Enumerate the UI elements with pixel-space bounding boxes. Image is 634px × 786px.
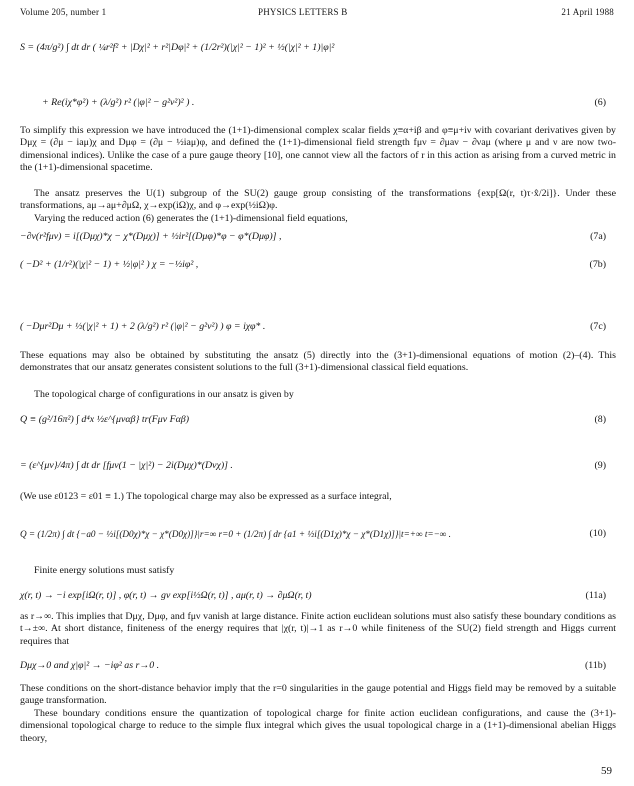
equation-7a: −∂ν(r²fμν) = i[(Dμχ)*χ − χ*(Dμχ)] + ½ir²[(Dμφ)*φ − φ*(Dμφ)] , (20, 231, 282, 242)
issue-date: 21 April 1988 (561, 7, 614, 17)
equation-11a: χ(r, t) → −i exp[iΩ(r, t)] , φ(r, t) → gv exp[i½Ω(r, t)] , aμ(r, t) → ∂μΩ(r, t) (20, 590, 312, 601)
equation-9: = (ε^{μν}/4π) ∫ dt dr [fμν(1 − |χ|²) − 2i(Dμχ)*(Dνχ)] . (20, 460, 233, 471)
equation-number-7b: (7b) (589, 259, 606, 270)
equation-number-11a: (11a) (585, 590, 606, 601)
equation-number-6: (6) (594, 97, 606, 108)
equation-11b: Dμχ→0 and χ|φ|² → −iφ² as r→0 . (20, 660, 160, 671)
paragraph-boundary-large-distance: as r→∞. This implies that Dμχ, Dμφ, and fμν vanish at large distance. Finite action euclidean solutions must also satisfy these boundary conditions as t→±∞. At short distance, finiteness of the energy requires that |χ(r, t)|→1 as r→0 while finiteness of the SU(2) field strength and Higgs current requires that (20, 611, 616, 647)
journal-volume: Volume 205, number 1 (20, 7, 107, 17)
paragraph-simplify: To simplify this expression we have introduced the (1+1)-dimensional complex scalar fields χ≡α+iβ and φ≡μ+iν with covariant derivatives given by Dμχ = (∂μ − iaμ)χ and Dμφ = (∂μ − ½iaμ)φ, and defined the (1+1)-dimensional field strength fμν = ∂μaν − ∂νaμ (where μ and ν are now two-dimensional indices). Unlike the case of a pure gauge theory [10], one cannot view all the factors of r in this action as arising from a curved metric in the (1+1)-dimensional spacetime. (20, 125, 616, 174)
equation-number-7a: (7a) (590, 231, 606, 242)
equation-7c: ( −Dμr²Dμ + ½(|χ|² + 1) + 2 (λ/g²) r² (|φ|² − g²v²) ) φ = iχφ* . (20, 321, 266, 332)
paragraph-varying: Varying the reduced action (6) generates the (1+1)-dimensional field equations, (34, 213, 348, 224)
paragraph-ansatz: The ansatz preserves the U(1) subgroup of the SU(2) gauge group consisting of the transformations {exp[Ω(r, t)τ·x̂/2i]}. Under these transformations, aμ→aμ+∂μΩ, χ→exp(iΩ)χ, and φ→exp(½iΩ)φ. (20, 188, 616, 212)
paragraph-topological-charge: The topological charge of configurations in our ansatz is given by (34, 389, 294, 400)
paragraph-substituting: These equations may also be obtained by substituting the ansatz (5) directly into the (3+1)-dimensional equations of motion (2)–(4). This demonstrates that our ansatz generates consistent solutions to the full (3+1)-dimensional classical field equations. (20, 350, 616, 374)
equation-number-7c: (7c) (590, 321, 606, 332)
equation-number-11b: (11b) (584, 660, 606, 671)
equation-number-8: (8) (594, 414, 606, 425)
equation-6-line-1: S = (4π/g²) ∫ dt dr ( ¼r²f² + |Dχ|² + r²|Dφ|² + (1/2r²)(|χ|² − 1)² + ½(|χ|² + 1)|φ|² (20, 42, 335, 53)
equation-8: Q ≡ (g²/16π²) ∫ d⁴x ½ε^{μναβ} tr(Fμν Fαβ) (20, 414, 190, 425)
paragraph-quantization: These boundary conditions ensure the quantization of topological charge for finite action euclidean configurations, and cause the (3+1)-dimensional topological charge to reduce to the simple flux integral which gives the usual topological charge in a (1+1)-dimensional abelian Higgs theory, (20, 708, 616, 744)
paragraph-surface-integral: (We use ε0123 = ε01 ≡ 1.) The topological charge may also be expressed as a surface integral, (20, 491, 392, 502)
equation-10: Q = (1/2π) ∫ dt {−a0 − ½i[(D0χ)*χ − χ*(D0χ)]}|r=∞ r=0 + (1/2π) ∫ dr {a1 + ½i[(D1χ)*χ − χ*(D1χ)]}|t=+∞ t=−∞ . (20, 529, 451, 539)
journal-title: PHYSICS LETTERS B (258, 7, 348, 17)
equation-number-9: (9) (594, 460, 606, 471)
paragraph-short-distance: These conditions on the short-distance behavior imply that the r=0 singularities in the gauge potential and Higgs field may be removed by a suitable gauge transformation. (20, 683, 616, 707)
paragraph-finite-energy: Finite energy solutions must satisfy (34, 565, 175, 576)
equation-6-line-2: + Re(iχ*φ²) + (λ/g²) r² (|φ|² − g²v²)² ) . (42, 97, 195, 108)
equation-number-10: (10) (589, 528, 606, 539)
page-number: 59 (601, 765, 612, 777)
equation-7b: ( −D² + (1/r²)(|χ|² − 1) + ½|φ|² ) χ = −½iφ² , (20, 259, 199, 270)
